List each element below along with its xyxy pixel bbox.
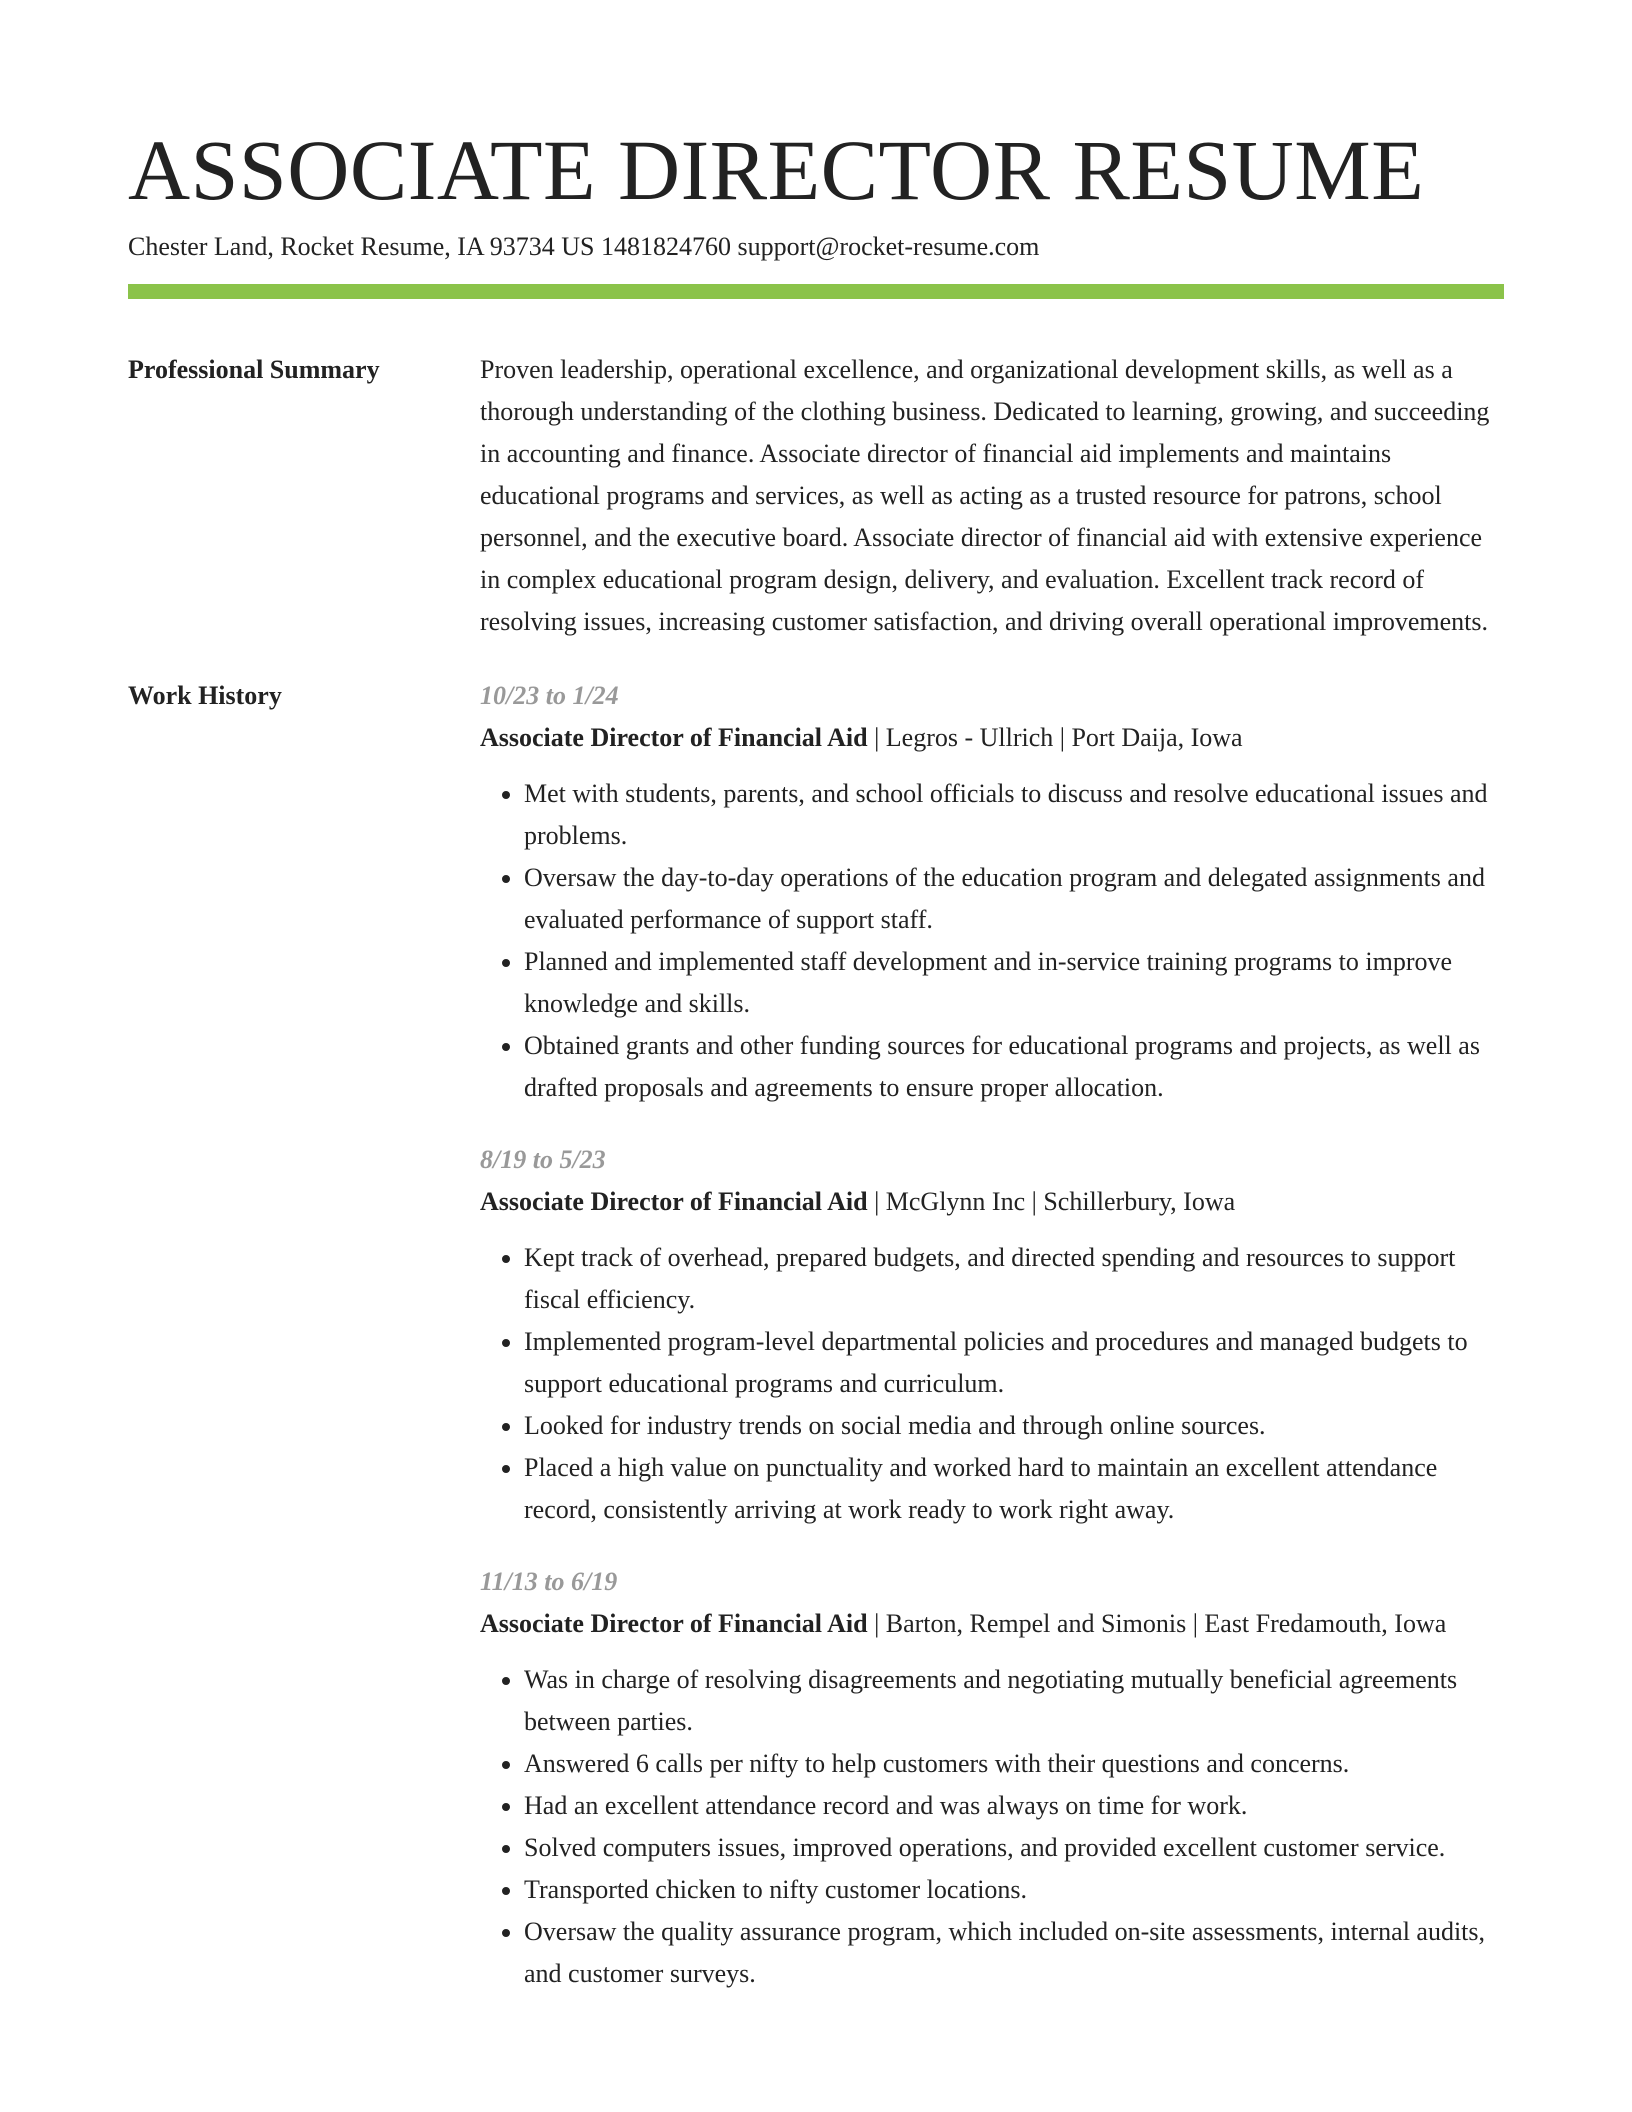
job-header [480, 1603, 1504, 1645]
work-history-body [480, 675, 1504, 1995]
job-dates: 10/23 to 1/24 [480, 681, 619, 710]
resume-name: ASSOCIATE DIRECTOR RESUME [128, 122, 1425, 218]
job-header [480, 717, 1504, 759]
job-bullet: • Oversaw the day-to-day operations of the education program and delegated assignments and evaluated performance of support staff. [524, 857, 1504, 941]
contact-line: Chester Land, Rocket Resume, IA 93734 US 1481824760 support@rocket-resume.com [128, 232, 1040, 261]
job-bullet: • Answered 6 calls per nifty to help customers with their questions and concerns. [524, 1743, 1504, 1785]
job-bullet: • Transported chicken to nifty customer locations. [524, 1869, 1504, 1911]
job-bullet: • Oversaw the quality assurance program, which included on-site assessments, internal audits, and customer surveys. [524, 1911, 1504, 1995]
job-bullet: • Kept track of overhead, prepared budgets, and directed spending and resources to support fiscal efficiency. [524, 1237, 1504, 1321]
resume-page [128, 118, 1504, 1995]
job-entry [480, 675, 1504, 1109]
job-title: Associate Director of Financial Aid [480, 723, 868, 752]
accent-rule [128, 284, 1504, 299]
job-bullet: • Solved computers issues, improved operations, and provided excellent customer service. [524, 1827, 1504, 1869]
job-bullet: • Placed a high value on punctuality and worked hard to maintain an excellent attendance record, consistently arriving at work ready to work right away. [524, 1447, 1504, 1531]
job-bullet: • Planned and implemented staff development and in-service training programs to improve knowledge and skills. [524, 941, 1504, 1025]
job-details: | Legros - Ullrich | Port Daija, Iowa [867, 723, 1243, 752]
job-header [480, 1181, 1504, 1223]
section-heading-work-history: Work History [128, 681, 282, 710]
job-entry [480, 1139, 1504, 1531]
job-bullet: • Looked for industry trends on social media and through online sources. [524, 1405, 1504, 1447]
section-heading-professional-summary: Professional Summary [128, 355, 380, 384]
job-details: | McGlynn Inc | Schillerbury, Iowa [867, 1187, 1236, 1216]
job-title: Associate Director of Financial Aid [480, 1609, 868, 1638]
job-bullet: • Was in charge of resolving disagreements and negotiating mutually beneficial agreements between parties. [524, 1659, 1504, 1743]
job-title: Associate Director of Financial Aid [480, 1187, 868, 1216]
job-dates: 11/13 to 6/19 [480, 1567, 618, 1596]
professional-summary-section [128, 353, 1504, 643]
job-details: | Barton, Rempel and Simonis | East Fredamouth, Iowa [867, 1609, 1447, 1638]
professional-summary-body [480, 349, 1504, 643]
summary-text: Proven leadership, operational excellence, and organizational development skills, as well as a thorough understanding of the clothing business. Dedicated to learning, growing, and succeeding in accounting and finance. Associate director of financial aid implements and maintains educational programs and services, as well as acting as a trusted resource for patrons, school personnel, and the executive board. Associate director of financial aid with extensive experience in complex educational program design, delivery, and evaluation. Excellent track record of resolving issues, increasing customer satisfaction, and driving overall operational improvements. [480, 355, 1490, 636]
job-bullet: • Had an excellent attendance record and was always on time for work. [524, 1785, 1504, 1827]
job-bullets [480, 1237, 1504, 1531]
job-bullet: • Met with students, parents, and school officials to discuss and resolve educational issues and problems. [524, 773, 1504, 857]
job-bullet: • Obtained grants and other funding sources for educational programs and projects, as well as drafted proposals and agreements to ensure proper allocation. [524, 1025, 1504, 1109]
work-history-section [128, 679, 1504, 1995]
job-entry [480, 1561, 1504, 1995]
job-bullets [480, 773, 1504, 1109]
job-bullet: • Implemented program-level departmental policies and procedures and managed budgets to support educational programs and curriculum. [524, 1321, 1504, 1405]
job-dates: 8/19 to 5/23 [480, 1145, 606, 1174]
job-bullets [480, 1659, 1504, 1995]
